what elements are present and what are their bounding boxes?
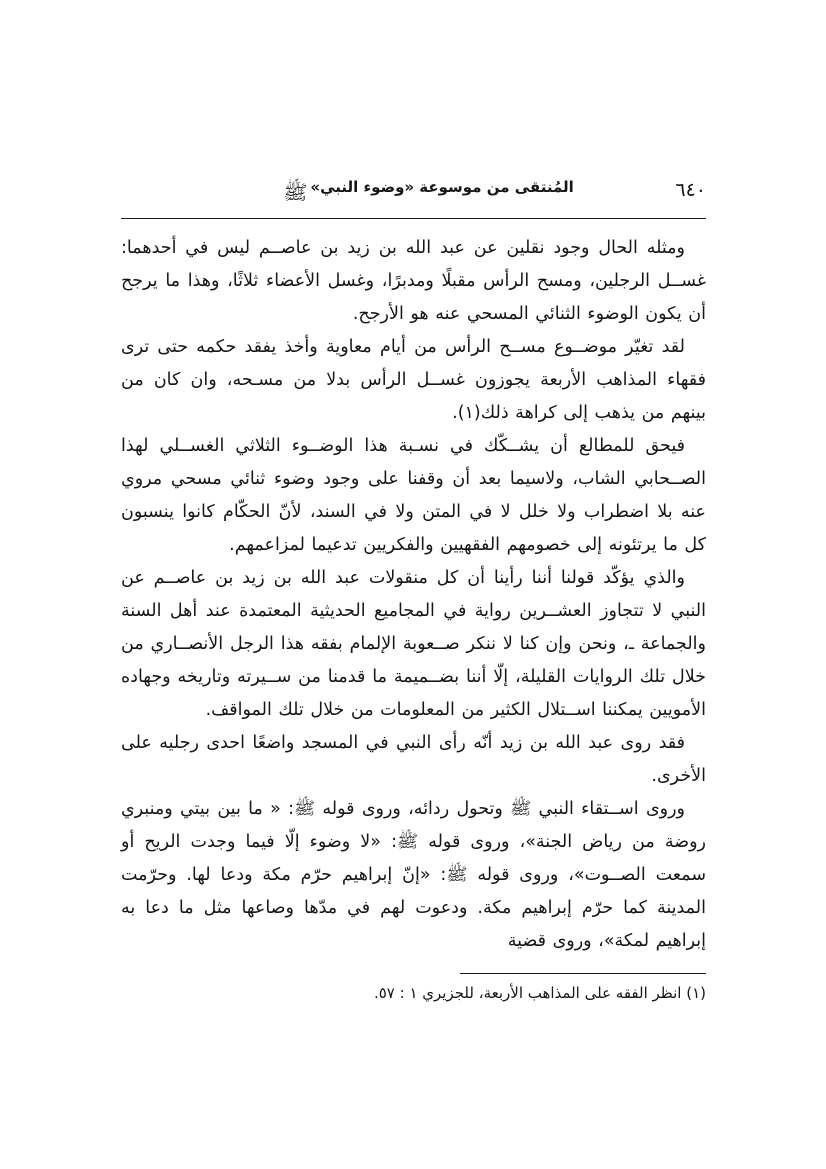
paragraph-2: لقد تغيّر موضــوع مســح الرأس من أيام معاوية وأخذ يفقد حكمه حتى ترى فقهاء المذاهب الأربعة يجوزون غســل الرأس بدلا من مسـحه، وان كان من بينهم من يذهب إلى كراهة ذلك(١). — [121, 337, 706, 423]
paragraph-5: فقد روى عبد الله بن زيد أنّه رأى النبي في المسجد واضعًا احدى رجليه على الأخرى. — [121, 733, 706, 786]
page-body — [121, 232, 706, 958]
paragraph-6: وروى اســتقاء النبي ﷺ وتحول ردائه، وروى قوله ﷺ: « ما بين بيتي ومنبري روضة من رياض الجنة»، وروى قوله ﷺ: «لا وضوء إلّا فيما وجدت الريح أو سمعت الصــوت»، وروى قوله ﷺ: «إنّ إبراهيم حرّم مكة ودعا لها. وحرّمت المدينة كما حرّم إبراهيم مكة. ودعوت لهم في مدّها وصاعها مثل ما دعا به إبراهيم لمكة»، وروى قضية — [121, 799, 706, 951]
page-number: ٦٤٠ — [675, 179, 706, 201]
paragraph-4: والذي يؤكّد قولنا أننا رأينا أن كل منقولات عبد الله بن زيد بن عاصــم عن النبي لا تتجاوز العشــرين رواية في المجاميع الحديثية المعتمدة عند أهل السنة والجماعة ـ، ونحن وإن كنا لا ننكر صــعوبة الإلمام بفقه هذا الرجل الأنصــاري من خلال تلك الروايات القليلة، إلّا أننا بضــميمة ما قدمنا من ســيرته وتاريخه وجهاده الأمويين يمكننا اســتلال الكثير من المعلومات من خلال تلك المواقف. — [121, 568, 706, 720]
paragraph-3: فيحق للمطالع أن يشــكّك في نسـبة هذا الوضــوء الثلاثي الغســلي لهذا الصــحابي الشاب، ولاسيما بعد أن وقفنا على وجود وضوء ثنائي مسحي مروي عنه بلا اضطراب ولا خلل لا في المتن ولا في السند، لأنّ الحكّام كانوا ينسبون كل ما يرتئونه إلى خصومهم الفقهيين والفكريين تدعيما لمزاعمهم. — [121, 436, 706, 555]
footnote-divider — [460, 973, 706, 974]
footnote-area — [121, 973, 706, 1005]
footnote: (١) انظر الفقه على المذاهب الأربعة، للجزيري ١ : ٥٧. — [373, 984, 706, 1002]
paragraph-1: ومثله الحال وجود نقلين عن عبد الله بن زيد بن عاصــم ليس في أحدهما: غســل الرجلين، ومسح الرأس مقبلًا ومدبرًا، وغسل الأعضاء ثلاثًا، وهذا ما يرجح أن يكون الوضوء الثنائي المسحي عنه هو الأرجح. — [121, 238, 706, 324]
page-header — [121, 178, 706, 212]
header-divider — [121, 218, 706, 219]
book-title: المُنتقى من موسوعة «وضوء النبي» — [310, 178, 574, 196]
header-title-wrap: المُنتقى من موسوعة «وضوء النبي»ﷺ — [283, 178, 574, 204]
